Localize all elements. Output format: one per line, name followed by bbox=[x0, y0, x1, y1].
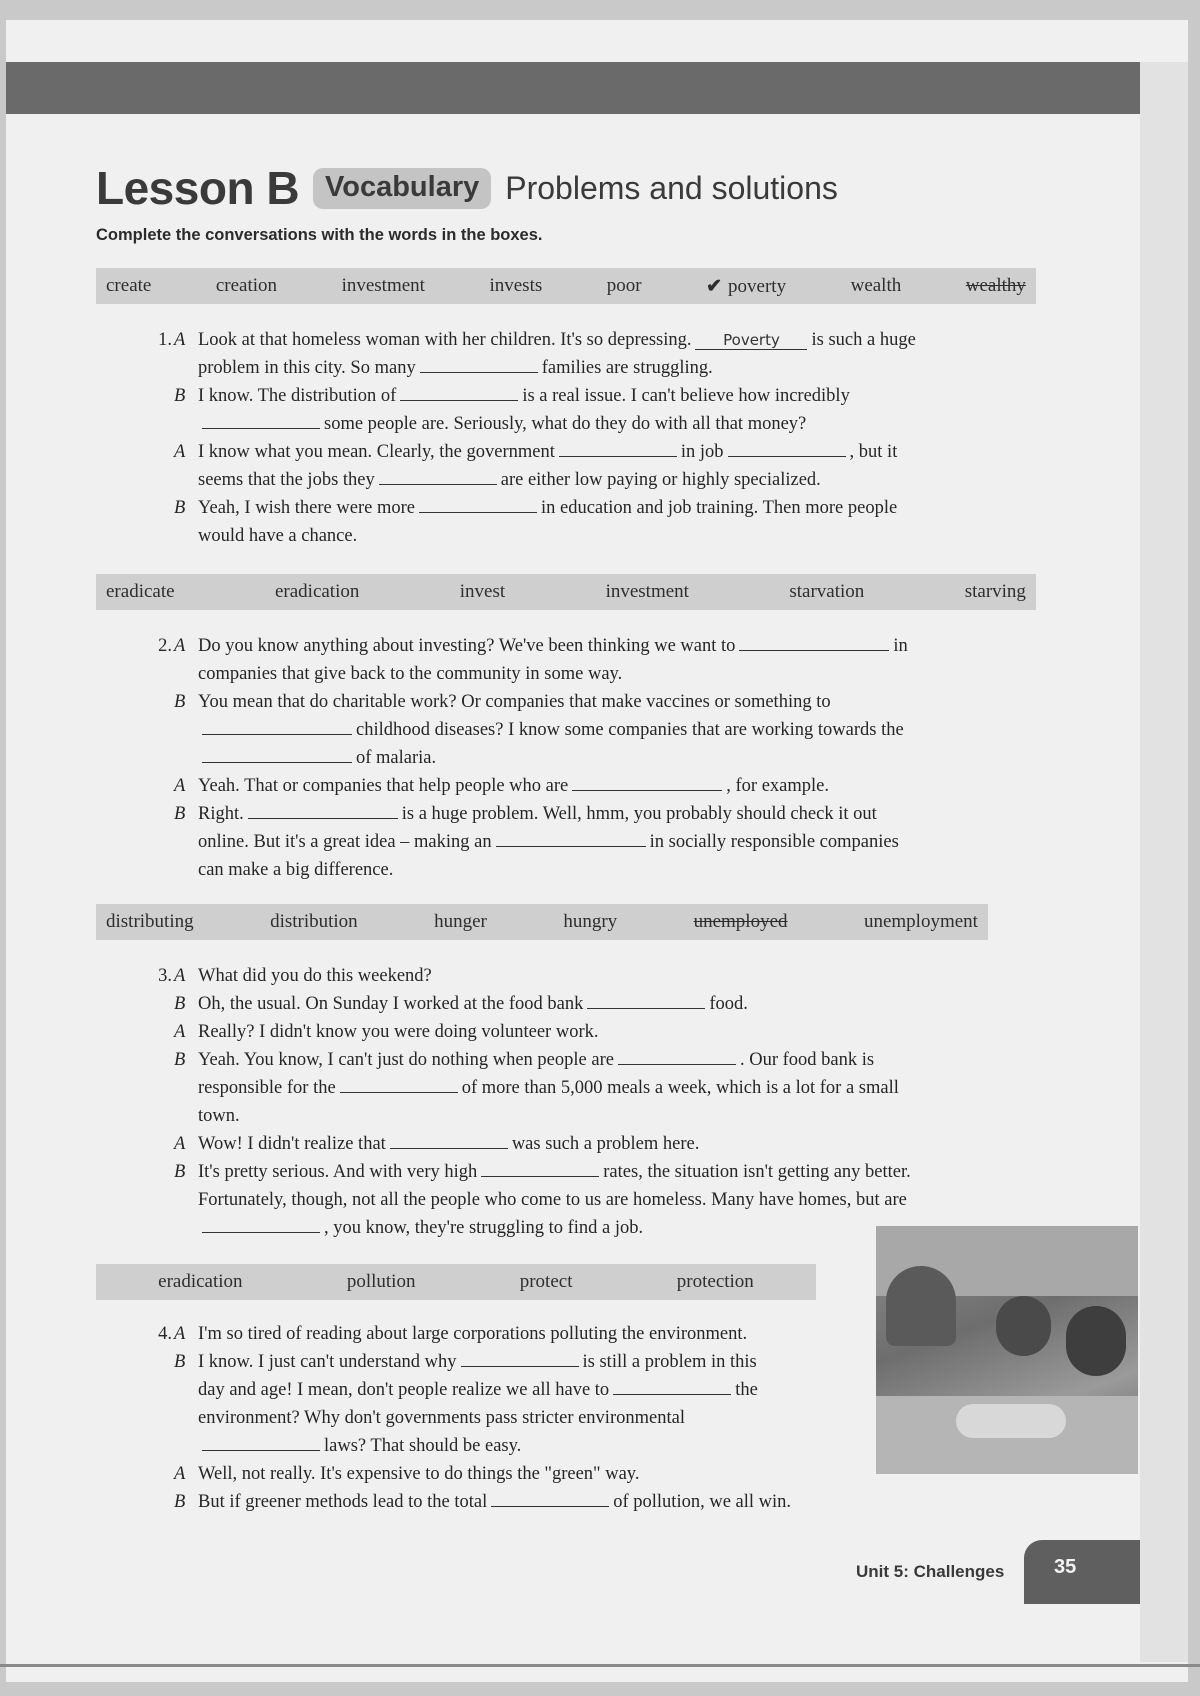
answer-blank[interactable] bbox=[202, 1214, 320, 1233]
word: poor bbox=[606, 275, 642, 296]
answer-blank[interactable] bbox=[420, 354, 538, 373]
word: wealth bbox=[850, 275, 902, 296]
top-band bbox=[6, 62, 1140, 114]
answer-blank[interactable] bbox=[202, 410, 320, 429]
answer-blank[interactable] bbox=[419, 494, 537, 513]
word: unemployment bbox=[863, 911, 978, 932]
answer-blank[interactable] bbox=[496, 828, 646, 847]
word: protection bbox=[676, 1271, 754, 1292]
word-box-3 bbox=[96, 904, 988, 940]
page-number-tab bbox=[1024, 1540, 1140, 1604]
word-box-1 bbox=[96, 268, 1036, 304]
answer-blank[interactable]: Poverty bbox=[695, 331, 807, 350]
word: hungry bbox=[563, 911, 618, 932]
word-crossed-out: unemployed bbox=[693, 911, 788, 932]
word: protect bbox=[519, 1271, 573, 1292]
word: investment bbox=[341, 275, 425, 296]
answer-blank[interactable] bbox=[618, 1046, 736, 1065]
word: eradication bbox=[274, 581, 360, 602]
word: investment bbox=[605, 581, 689, 602]
answer-blank[interactable] bbox=[248, 800, 398, 819]
section-pill: Vocabulary bbox=[313, 168, 491, 209]
answer-blank[interactable] bbox=[390, 1130, 508, 1149]
lesson-subtitle: Problems and solutions bbox=[505, 169, 838, 206]
answer-blank[interactable] bbox=[613, 1376, 731, 1395]
word-box-2 bbox=[96, 574, 1036, 610]
answer-blank[interactable] bbox=[400, 382, 518, 401]
answer-blank[interactable] bbox=[461, 1348, 579, 1367]
page-edge bbox=[1140, 62, 1188, 1662]
answer-blank[interactable] bbox=[481, 1158, 599, 1177]
word: starvation bbox=[789, 581, 865, 602]
word: hunger bbox=[434, 911, 487, 932]
exercise-3: 3. A What did you do this weekend? B Oh, the usual. On Sunday I worked at the food bank food. A Really? I didn't know you were doing volunteer work. B Yeah. You know, I can't just do nothing when people are . Our food bank is responsible for the of more than 5,000 meals a week, which is a lot for a small town. A Wow! I didn't realize that was such a problem here. B It's pretty serious. And with very high rates, the situation isn't getting any better. Fortunately, though, not all the people who come to us are homeless. Many have homes, but are , you know, they're struggling to find a job. bbox=[158, 966, 911, 1238]
word: starving bbox=[964, 581, 1026, 602]
word: pollution bbox=[346, 1271, 416, 1292]
exercise-4: 4. A I'm so tired of reading about large corporations polluting the environment. B I know. I just can't understand why is still a problem in this day and age! I mean, don't people realize we all have to the environment? Why don't governments pass stricter environmental laws? That should be easy. A Well, not really. It's expensive to do things the "green" way. B But if greener methods lead to the total of pollution, we all win. bbox=[158, 1324, 792, 1512]
word-crossed-out: wealthy bbox=[965, 275, 1026, 296]
answer-blank[interactable] bbox=[559, 438, 677, 457]
unit-footer: Unit 5: Challenges bbox=[856, 1562, 1005, 1581]
word: creation bbox=[215, 275, 278, 296]
answer-blank[interactable] bbox=[728, 438, 846, 457]
answer-blank[interactable] bbox=[572, 772, 722, 791]
answer-blank[interactable] bbox=[491, 1488, 609, 1507]
page-number: 35 bbox=[1054, 1556, 1077, 1578]
food-bank-photo bbox=[876, 1226, 1138, 1474]
page-bottom-edge bbox=[0, 1664, 1200, 1667]
word: distribution bbox=[270, 911, 358, 932]
word: create bbox=[106, 275, 152, 296]
answer-blank[interactable] bbox=[587, 990, 705, 1009]
word-box-4 bbox=[96, 1264, 816, 1300]
word: eradication bbox=[158, 1271, 243, 1292]
word: eradicate bbox=[106, 581, 175, 602]
lesson-label: Lesson B bbox=[96, 162, 300, 214]
word: distributing bbox=[106, 911, 194, 932]
checkmark-icon: ✔ bbox=[706, 275, 723, 297]
lesson-title bbox=[96, 158, 838, 218]
instructions: Complete the conversations with the words in the boxes. bbox=[96, 226, 543, 244]
word: invest bbox=[459, 581, 506, 602]
answer-blank[interactable] bbox=[202, 1432, 320, 1451]
answer-blank[interactable] bbox=[379, 466, 497, 485]
exercise-2: 2. A Do you know anything about investing? We've been thinking we want to in companies that give back to the community in some way. B You mean that do charitable work? Or companies that make vaccines or something to childhood diseases? I know some companies that are working towards the of malaria. A Yeah. That or companies that help people who are , for example. B Right. is a huge problem. Well, hmm, you probably should check it out online. But it's a great idea – making an in socially responsible companies can make a big difference. bbox=[148, 632, 1040, 884]
answer-blank[interactable] bbox=[202, 744, 352, 763]
word: invests bbox=[489, 275, 543, 296]
answer-blank[interactable] bbox=[340, 1074, 458, 1093]
answer-blank[interactable] bbox=[739, 632, 889, 651]
exercise-1: 1. A Look at that homeless woman with her children. It's so depressing. Poverty is such a huge problem in this city. So many families are struggling. B I know. The distribution of is a real issue. I can't believe how incredibly some people are. Seriously, what do they do with all that money? A I know what you mean. Clearly, the government in job , but it seems that the jobs they are either low paying or highly specialized. B Yeah, I wish there were more in education and job training. Then more people would have a chance. bbox=[158, 330, 916, 546]
word-poverty: ✔ poverty bbox=[706, 275, 787, 297]
answer-blank[interactable] bbox=[202, 716, 352, 735]
